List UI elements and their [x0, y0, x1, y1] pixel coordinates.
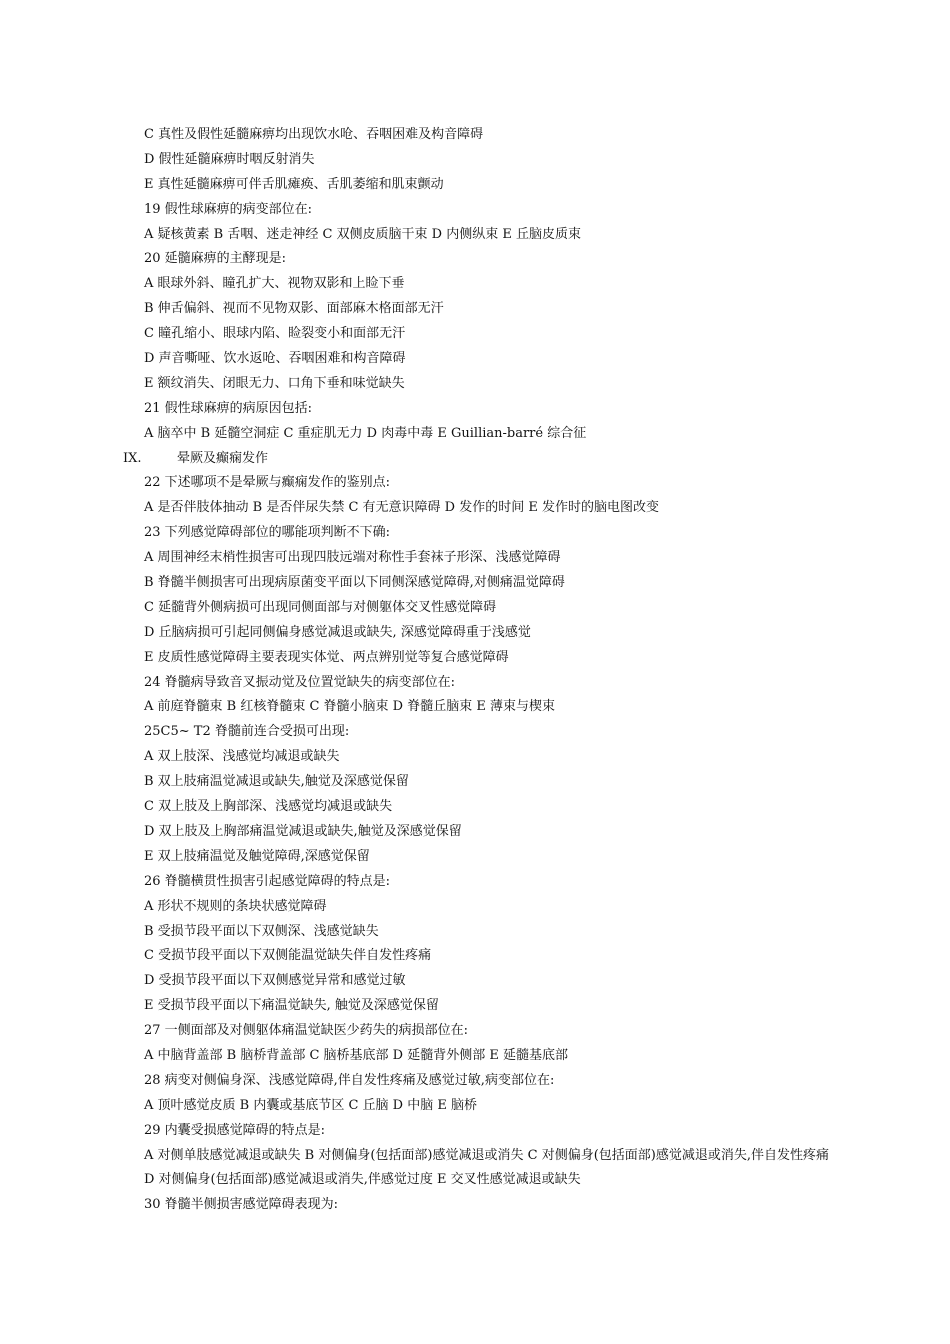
option-line: A 疑核黄素 B 舌咽、迷走神经 C 双侧皮质脑干束 D 内侧纵束 E 丘脑皮质束 [144, 226, 581, 242]
question-line: 26 脊髓横贯性损害引起感觉障碍的特点是: [144, 873, 391, 889]
option-line: A 中脑背盖部 B 脑桥背盖部 C 脑桥基底部 D 延髓背外侧部 E 延髓基底部 [144, 1047, 568, 1063]
option-line: D 受损节段平面以下双侧感觉异常和感觉过敏 [144, 973, 406, 989]
option-line: C 延髓背外侧病损可出现同侧面部与对侧躯体交叉性感觉障碍 [144, 599, 497, 615]
option-line: D 双上肢及上胸部痛温觉减退或缺失,触觉及深感觉保留 [144, 823, 462, 839]
option-line: D 声音嘶哑、饮水返呛、吞咽困难和构音障碍 [144, 351, 406, 367]
option-line: A 形状不规则的条块状感觉障碍 [144, 898, 327, 914]
option-line: E 皮质性感觉障碍主要表现实体觉、两点辨别觉等复合感觉障碍 [144, 649, 509, 665]
option-line: A 脑卒中 B 延髓空洞症 C 重症肌无力 D 肉毒中毒 E Guillian-barré 综合征 [144, 425, 587, 441]
question-line: 27 一侧面部及对侧躯体痛温觉缺医少药失的病损部位在: [144, 1023, 469, 1039]
question-line: 24 脊髓病导致音叉振动觉及位置觉缺失的病变部位在: [144, 674, 456, 690]
question-line: 19 假性球麻痹的病变部位在: [144, 201, 313, 217]
option-line: C 受损节段平面以下双侧能温觉缺失伴自发性疼痛 [144, 948, 432, 964]
option-line: A 是否伴肢体抽动 B 是否伴尿失禁 C 有无意识障碍 D 发作的时间 E 发作时的脑电图改变 [144, 500, 659, 516]
text-line: C 真性及假性延髓麻痹均出现饮水呛、吞咽困难及构音障碍 [144, 127, 484, 142]
option-line: A 眼球外斜、瞳孔扩大、视物双影和上睑下垂 [144, 276, 405, 292]
option-line: B 双上肢痛温觉减退或缺失,触觉及深感觉保留 [144, 774, 409, 790]
option-line: B 受损节段平面以下双侧深、浅感觉缺失 [144, 923, 379, 939]
option-line: A 双上肢深、浅感觉均减退或缺失 [144, 749, 340, 765]
text-line: E 真性延髓麻痹可伴舌肌瘫痪、舌肌萎缩和肌束颤动 [144, 176, 444, 192]
question-line: 23 下列感觉障碍部位的哪能项判断不下确: [144, 525, 391, 541]
text-line: D 假性延髓麻痹时咽反射消失 [144, 151, 315, 167]
section-heading [0, 447, 950, 472]
question-line: 21 假性球麻痹的病原因包括: [144, 400, 313, 416]
question-line: 28 病变对侧偏身深、浅感觉障碍,伴自发性疼痛及感觉过敏,病变部位在: [144, 1072, 555, 1088]
option-line: A 周围神经末梢性损害可出现四肢远端对称性手套袜子形深、浅感觉障碍 [144, 550, 561, 566]
section-title: 晕厥及癫痫发作 [177, 450, 269, 466]
question-line: 29 内囊受损感觉障碍的特点是: [144, 1122, 326, 1138]
option-line: C 双上肢及上胸部深、浅感觉均减退或缺失 [144, 799, 393, 815]
option-line: A 顶叶感觉皮质 B 内囊或基底节区 C 丘脑 D 中脑 E 脑桥 [144, 1097, 477, 1113]
option-line: E 双上肢痛温觉及触觉障碍,深感觉保留 [144, 848, 370, 864]
option-line: A 前庭脊髓束 B 红核脊髓束 C 脊髓小脑束 D 脊髓丘脑束 E 薄束与楔束 [144, 699, 555, 715]
option-line: C 瞳孔缩小、眼球内陷、睑裂变小和面部无汗 [144, 326, 406, 342]
question-line: 22 下述哪项不是晕厥与癫痫发作的鉴别点: [144, 475, 391, 491]
section-number: IX. [123, 450, 142, 466]
question-line: 20 延髓麻痹的主酵现是: [144, 251, 287, 267]
option-line: E 额纹消失、闭眼无力、口角下垂和味觉缺失 [144, 375, 405, 391]
option-line: B 脊髓半侧损害可出现病原菌变平面以下同侧深感觉障碍,对侧痛温觉障碍 [144, 575, 565, 591]
document-body [0, 123, 950, 1218]
question-line: 30 脊髓半侧损害感觉障碍表现为: [144, 1197, 339, 1213]
option-line-wrapped: A 对侧单肢感觉减退或缺失 B 对侧偏身(包括面部)感觉减退或消失 C 对侧偏身(包括面部)感觉减退或消失,伴自发性疼痛 D 对侧偏身(包括面部)感觉减退或消失,伴感觉过度 E 交叉性感觉减退或缺失 [144, 1147, 829, 1188]
option-line: D 丘脑病损可引起同侧偏身感觉减退或缺失, 深感觉障碍重于浅感觉 [144, 624, 531, 640]
option-line: E 受损节段平面以下痛温觉缺失, 触觉及深感觉保留 [144, 998, 439, 1014]
question-line: 25C5~ T2 脊髓前连合受损可出现: [144, 724, 350, 740]
option-line: B 伸舌偏斜、视而不见物双影、面部麻木格面部无汗 [144, 301, 444, 317]
